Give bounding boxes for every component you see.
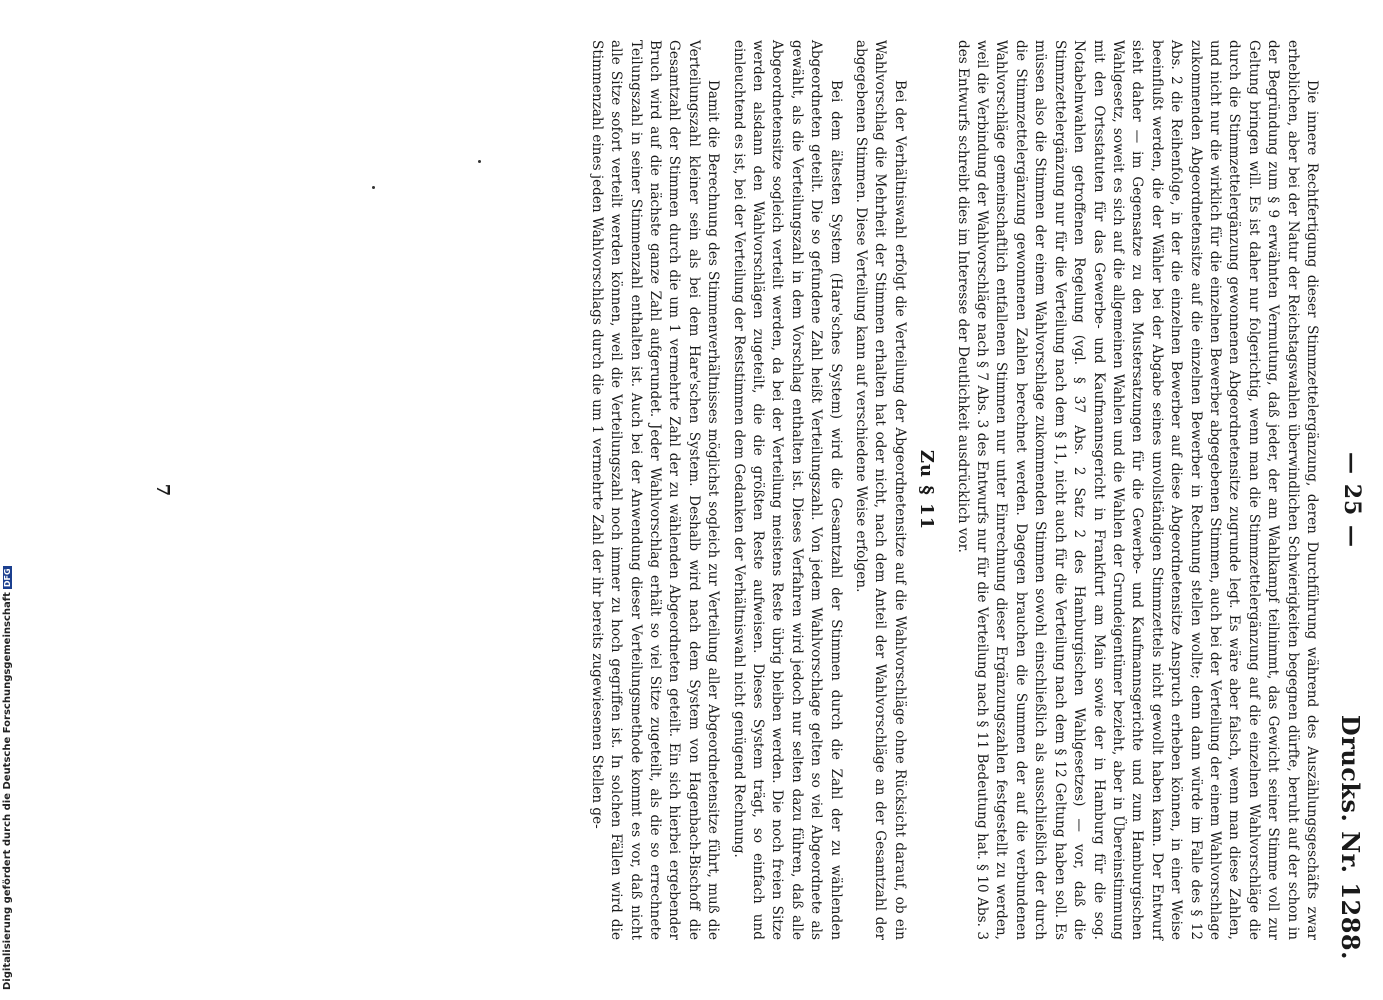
section-heading: Zu § 11: [916, 449, 938, 531]
digitization-credit: [2, 568, 16, 990]
intro-paragraph: Die innere Rechtfertigung dieser Stimmzettelergänzung, deren Durchführung während des Auszählungsgeschäfts zwar erheblichen, aber bei der Natur der Reichstagswahlen überwindlichen Schwierigkeiten begegnen dürfte, beruht auf der schon in der Begründung zum § 9 erwähnten Vermutung, daß jeder, der am Wahlkampf teilnimmt, das Gewicht seiner Stimme voll zur Geltung bringen will. Es ist daher nur folgerichtig, wenn man die Stimmzettelergänzung auf die einzelnen Wahlvorschläge die durch die Stimmzettelergänzung gewonnenen Abgeordnetensitze zugrunde legt. Es wäre aber falsch, wenn man diese Zahlen, und nicht nur die wirklich für die einzelnen Bewerber abgegebenen Stimmen, auch bei der Verteilung der einem Wahlvorschlage zukommenden Abgeordnetensitze auf die einzelnen Bewerber in Rechnung stellen wollte; denn dann würde im Falle des § 12 Abs. 2 die Reihenfolge, in der die einzelnen Bewerber auf diese Abgeordnetensitze Anspruch erheben können, in einer Weise beeinflußt werden, die der Wähler bei der Abgabe seines unvollständigen Stimmzettels nicht gewollt haben kann. Der Entwurf sieht daher — im Gegensatze zu den Mustersatzungen für die Gewerbe- und Kaufmannsgerichte und zum Hamburgischen Wahlgesetz, soweit es sich auf die allgemeinen Wahlen und die Wahlen der Grundeigentümer bezieht, aber in Übereinstimmung mit den Ortsstatuten für das Gewerbe- und Kaufmannsgericht in Frankfurt am Main sowie der in Hamburg für die sog. Notabelnwahlen getroffenen Regelung (vgl. § 37 Abs. 2 Satz 2 des Hamburgischen Wahlgesetzes) — vor, daß die Stimmzettelergänzung nur für die Verteilung nach dem § 11, nicht auch für die Verteilung nach dem § 12 Geltung haben soll. Es müssen also die Stimmen der einem Wahlvorschlage zukommenden Stimmen sowohl einschließlich als ausschließlich der durch die Stimmzettelergänzung gewonnenen Zahlen berechnet werden. Dagegen brauchen die Summen der auf die verbundenen Wahlvorschläge gemeinschaftlich entfallenen Stimmen nur unter Einrechnung dieser Ergänzungszahlen festgestellt zu werden, weil die Verbindung der Wahlvorschläge nach § 7 Abs. 3 des Entwurfs nur für die Verteilung nach § 11 Bedeutung hat. § 10 Abs. 3 des Entwurfs schreibt dies im Interesse der Deutlichkeit ausdrücklich vor.: [954, 40, 1320, 940]
scan-speck: [478, 160, 481, 163]
document-reference: Drucks. Nr. 1288.: [1336, 714, 1365, 960]
signature-mark: 7: [152, 483, 173, 497]
digitization-credit-text: Digitalisierung gefördert durch die Deutsche Forschungsgemeinschaft: [2, 592, 13, 990]
section-paragraph-3: Damit die Berechnung des Stimmenverhältnisses möglichst sogleich zur Verteilung aller Abgeordnetensitze führt, muß die Verteilungszahl kleiner sein als bei dem Hare'schen System. Deshalb wird nach dem System von Hagenbach-Bischoff die Gesamtzahl der Stimmen durch die um 1 vermehrte Zahl der zu wählenden Abgeordneten geteilt. Ein sich hierbei ergebender Bruch wird auf die nächste ganze Zahl aufgerundet. Jeder Wahlvorschlag erhält so viel Sitze zugeteilt, als die so errechnete Teilungszahl in seiner Stimmenzahl enthalten ist. Auch bei der Anwendung dieser Verteilungsmethode kommt es vor, daß nicht alle Sitze sofort verteilt werden können, weil die Verteilungszahl noch immer zu hoch gegriffen ist. In solchen Fällen wird die Stimmenzahl eines jeden Wahlvorschlags durch die um 1 vermehrte Zahl der ihr bereits zugewiesenen Stellen ge-: [588, 40, 722, 940]
document-body: [586, 40, 1321, 940]
section-paragraph-2: Bei dem ältesten System (Hare'sches System) wird die Gesamtzahl der Stimmen durch die Zahl der zu wählenden Abgeordneten geteilt. Die so gefundene Zahl heißt Verteilungszahl. Von jedem Wahlvorschlage gelten so viel Abgeordnete als gewählt, als die Verteilungszahl in dem Vorschlag enthalten ist. Dieses Verfahren wird jedoch nur selten dazu führen, daß alle Abgeordnetensitze sogleich verteilt werden, da bei der Verteilung meistens Reste übrig bleiben werden. Die noch freien Sitze werden alsdann den Wahlvorschlägen zugeteilt, die die größten Reste aufweisen. Dieses System trägt, so einfach und einleuchtend es ist, bei der Verteilung der Reststimmen dem Gedanken der Verhältniswahl nicht genügend Rechnung.: [730, 40, 844, 940]
page-number: — 25 —: [1339, 452, 1365, 548]
page-header: [1325, 40, 1365, 960]
dfg-logo: DFG: [3, 568, 12, 588]
section-paragraph-1: Bei der Verhältniswahl erfolgt die Verteilung der Abgeordnetensitze auf die Wahlvorschläge ohne Rücksicht darauf, ob ein Wahlvorschlag die Mehrheit der Stimmen erhalten hat oder nicht, nach dem Anteil der Wahlvorschläge an der Gesamtzahl der abgegebenen Stimmen. Diese Verteilung kann auf verschiedene Weise erfolgen.: [853, 40, 908, 940]
scan-speck: [372, 186, 375, 189]
